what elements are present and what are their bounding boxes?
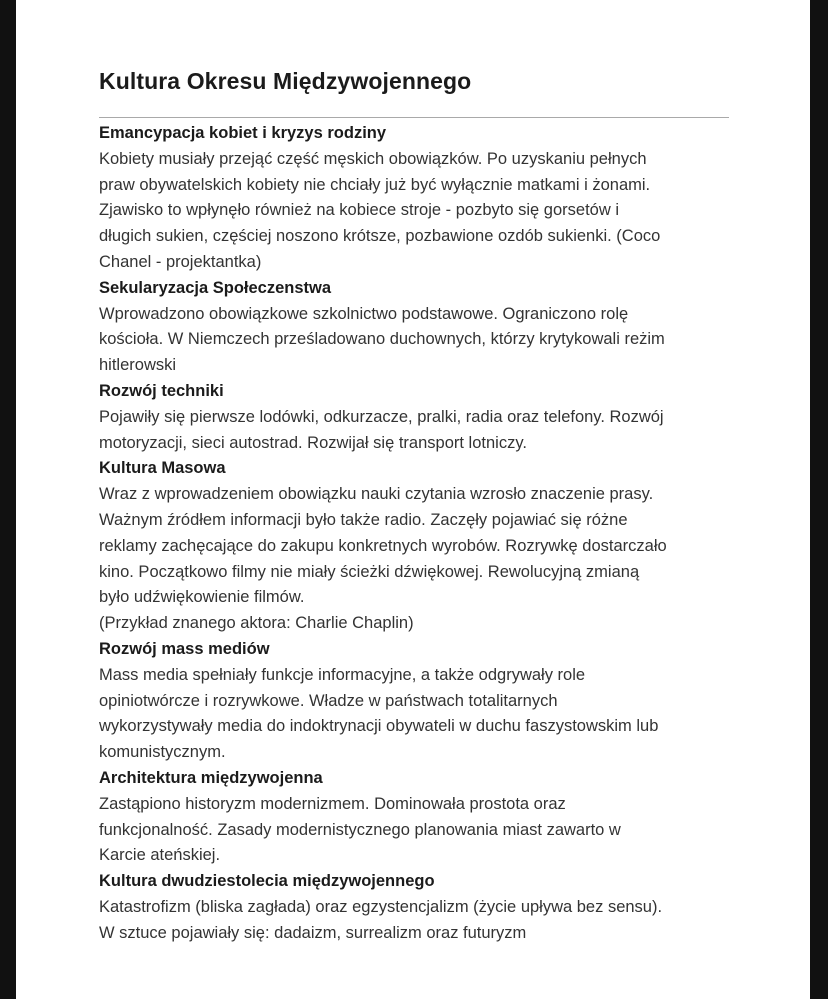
body-line: Wraz z wprowadzeniem obowiązku nauki czytania wzrosło znaczenie prasy. [99, 485, 654, 504]
body-line: Wprowadzono obowiązkowe szkolnictwo podstawowe. Ograniczono rolę [99, 304, 629, 323]
body-line: hitlerowski [99, 356, 177, 375]
body-line: reklamy zachęcające do zakupu konkretnych wyrobów. Rozrywkę dostarczało [99, 536, 667, 555]
body-line: motoryzacji, sieci autostrad. Rozwijał się transport lotniczy. [99, 433, 527, 452]
body-line: kino. Początkowo filmy nie miały ścieżki dźwiękowej. Rewolucyjną zmianą [99, 562, 640, 581]
document-title: Kultura Okresu Międzywojennego [99, 68, 472, 94]
section-body [99, 147, 739, 276]
body-line: Karcie ateńskiej. [99, 846, 221, 865]
body-line: Mass media spełniały funkcje informacyjne, a także odgrywały role [99, 665, 586, 684]
body-line: (Przykład znanego aktora: Charlie Chaplin) [99, 614, 414, 633]
section-mass-media [99, 637, 739, 766]
body-line: Zjawisko to wpłynęło również na kobiece stroje - pozbyto się gorsetów i [99, 201, 619, 220]
body-line: komunistycznym. [99, 743, 226, 762]
section-body [99, 663, 739, 766]
body-line: było udźwiękowienie filmów. [99, 588, 305, 607]
section-heading: Sekularyzacja Społeczenstwa [99, 278, 332, 297]
section-body [99, 792, 739, 869]
section-heading: Rozwój mass mediów [99, 639, 270, 658]
section-emancypacja [99, 121, 739, 276]
body-line: Pojawiły się pierwsze lodówki, odkurzacze, pralki, radia oraz telefony. Rozwój [99, 407, 664, 426]
section-body [99, 482, 739, 637]
section-body [99, 895, 739, 947]
body-line: W sztuce pojawiały się: dadaizm, surrealizm oraz futuryzm [99, 923, 527, 942]
section-kultura-dwudziestolecia [99, 869, 739, 946]
body-line: funkcjonalność. Zasady modernistycznego planowania miast zawarto w [99, 820, 621, 839]
section-heading: Kultura Masowa [99, 459, 226, 478]
section-body [99, 405, 739, 457]
section-heading: Kultura dwudziestolecia międzywojennego [99, 872, 435, 891]
body-line: Katastrofizm (bliska zagłada) oraz egzystencjalizm (życie upływa bez sensu). [99, 897, 663, 916]
body-line: praw obywatelskich kobiety nie chciały już być wyłącznie matkami i żonami. [99, 175, 651, 194]
title-divider [99, 117, 729, 118]
section-kultura-masowa [99, 456, 739, 637]
section-heading: Emancypacja kobiet i kryzys rodziny [99, 124, 387, 142]
section-heading: Rozwój techniki [99, 381, 224, 400]
body-line: Ważnym źródłem informacji było także radio. Zaczęły pojawiać się różne [99, 510, 628, 529]
body-line: Kobiety musiały przejąć część męskich obowiązków. Po uzyskaniu pełnych [99, 149, 647, 168]
section-sekularyzacja [99, 276, 739, 379]
section-heading: Architektura międzywojenna [99, 768, 323, 787]
section-body [99, 302, 739, 379]
body-line: Chanel - projektantka) [99, 252, 262, 271]
body-line: wykorzystywały media do indoktrynacji obywateli w duchu faszystowskim lub [99, 717, 659, 736]
section-rozwoj-techniki [99, 379, 739, 456]
document-content [99, 121, 739, 947]
body-line: kościoła. W Niemczech prześladowano duchownych, którzy krytykowali reżim [99, 330, 665, 349]
body-line: długich sukien, częściej noszono krótsze, pozbawione ozdób sukienki. (Coco [99, 227, 661, 246]
body-line: Zastąpiono historyzm modernizmem. Dominowała prostota oraz [99, 794, 566, 813]
body-line: opiniotwórcze i rozrywkowe. Władze w państwach totalitarnych [99, 691, 558, 710]
document-page [16, 0, 810, 999]
section-architektura [99, 766, 739, 869]
